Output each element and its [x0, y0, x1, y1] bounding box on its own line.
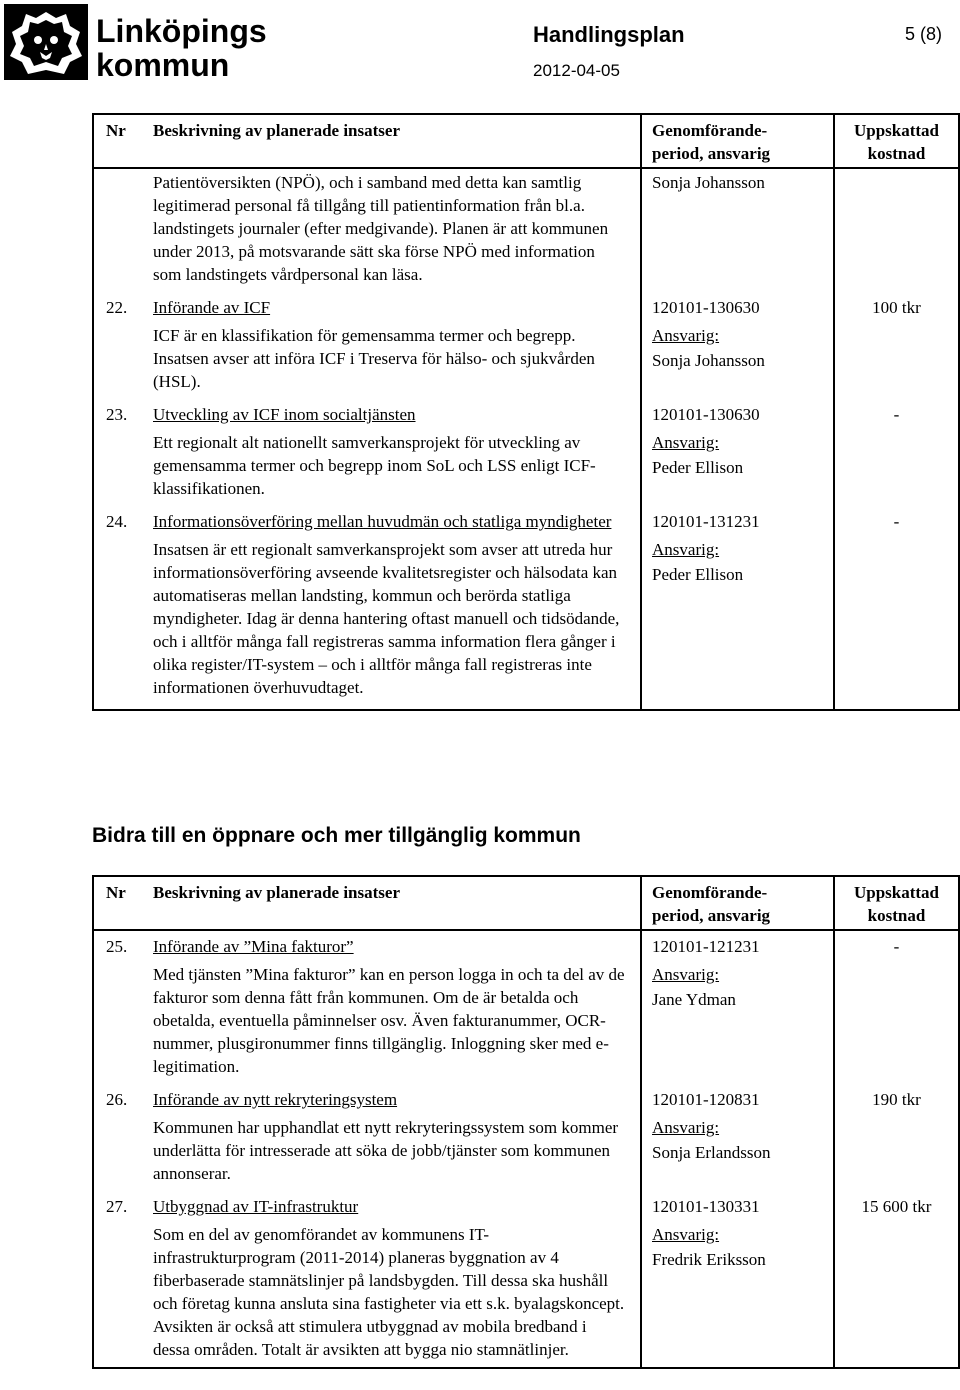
doc-title: Handlingsplan — [533, 22, 685, 47]
row-person: Sonja Johansson — [652, 351, 765, 370]
row-title: Införande av nytt rekryteringsystem — [153, 1090, 398, 1109]
row-period: 120101-121231 — [652, 937, 760, 956]
row-period: 120101-130331 — [652, 1197, 760, 1216]
table-row — [93, 296, 959, 403]
col-header-desc: Beskrivning av planerade insatser — [153, 883, 400, 902]
row-nr: 26. — [93, 1088, 153, 1195]
logo-line1: Linköpings — [96, 13, 267, 49]
table-row — [93, 168, 959, 296]
row-period: 120101-131231 — [652, 512, 760, 531]
action-table-1 — [92, 113, 960, 711]
col-header-cost — [834, 876, 959, 930]
col-header-desc: Beskrivning av planerade insatser — [153, 121, 400, 140]
row-desc: Ett regionalt alt nationellt samverkansprojekt för utveckling av gemensamma termer och begrepp inom SoL och LSS enligt ICF-klassifikationen. — [153, 433, 596, 498]
row-desc: Kommunen har upphandlat ett nytt rekryteringssystem som kommer underlätta för intresserade att söka de jobb/tjänster som kommunen annonserar. — [153, 1118, 619, 1183]
ansvarig-label: Ansvarig: — [652, 433, 720, 452]
col-header-nr: Nr — [93, 876, 153, 930]
ansvarig-label: Ansvarig: — [652, 1118, 720, 1137]
row-title: Utbyggnad av IT-infrastruktur — [153, 1197, 359, 1216]
section-heading: Bidra till en öppnare och mer tillgänglig kommun — [92, 824, 581, 847]
logo-text — [96, 14, 267, 82]
row-period: 120101-130630 — [652, 405, 760, 424]
col-header-nr: Nr — [93, 114, 153, 168]
row-desc: Med tjänsten ”Mina fakturor” kan en person logga in och ta del av de fakturor som denna fått från kommunen. Om de är betalda och obetalda, eventuella påminnelser osv. Även fakturanummer, OCR-nummer, plusgironummer finns tillgänglig. Inloggning sker med e-legitimation. — [153, 965, 625, 1076]
col-header-period — [641, 876, 834, 930]
row-person: Sonja Johansson — [652, 173, 765, 192]
row-nr: 22. — [93, 296, 153, 403]
row-desc: Patientöversikten (NPÖ), och i samband med detta kan samtlig legitimerad personal få tillgång till patientinformation från bl.a. landstingets journaler (efter medgivande). Planen är att kommunen under 2013, på motsvarande sätt ska förse NPÖ med information som landstingets vårdpersonal kan läsa. — [153, 173, 609, 284]
row-person: Sonja Erlandsson — [652, 1143, 771, 1162]
row-desc: Som en del av genomförandet av kommunens IT-infrastrukturprogram (2011-2014) planeras byggnation av 4 fiberbaserade stamnätslinjer på landsbygden. Till dessa ska hushåll och företag kunna ansluta sina fastigheter via ett s.k. byalagskoncept. Avsikten är också att stimulera utbyggnad av mobila bredband i dessa områden. Totalt är avsikten att bygga nio stamnätlinjer. — [153, 1225, 625, 1359]
logo-line2: kommun — [96, 47, 230, 83]
col-header-period — [641, 114, 834, 168]
row-cost: - — [834, 930, 959, 1088]
table-header-row — [93, 114, 959, 168]
ansvarig-label: Ansvarig: — [652, 965, 720, 984]
row-cost: 15 600 tkr — [834, 1195, 959, 1368]
row-title: Införande av ”Mina fakturor” — [153, 937, 354, 956]
table-row — [93, 510, 959, 710]
action-table-2 — [92, 875, 960, 1369]
row-desc: Insatsen är ett regionalt samverkansprojekt som avser att utreda hur informationsöverföring avseende kvalitetsregister och hälsodata kan automatiseras mellan landsting, kommun och berörda statliga myndigheter. Idag är denna hantering oftast manuell och tidsödande, och i alltför många fall registreras samma information flera gånger i olika register/IT-system – och i alltför många fall registreras inte informationen överhuvudtaget. — [153, 540, 620, 697]
row-cost: - — [834, 510, 959, 710]
row-period: 120101-130630 — [652, 298, 760, 317]
doc-date: 2012-04-05 — [533, 61, 620, 80]
col-header-cost-line1: Uppskattad — [853, 883, 940, 902]
row-desc: ICF är en klassifikation för gemensamma termer och begrepp. Insatsen avser att införa ICF i Treserva för hälso- och sjukvården (HSL). — [153, 326, 595, 391]
row-person: Peder Ellison — [652, 565, 744, 584]
row-title: Införande av ICF — [153, 298, 271, 317]
table-row — [93, 403, 959, 510]
col-header-period-line1: Genomförande- — [652, 883, 768, 902]
col-header-period-line1: Genomförande- — [652, 121, 768, 140]
ansvarig-label: Ansvarig: — [652, 1225, 720, 1244]
row-person: Peder Ellison — [652, 458, 744, 477]
row-nr: 25. — [93, 930, 153, 1088]
col-header-cost-line1: Uppskattad — [853, 121, 940, 140]
row-period: 120101-120831 — [652, 1090, 760, 1109]
row-cost: 190 tkr — [834, 1088, 959, 1195]
table-row — [93, 1195, 959, 1368]
row-nr: 24. — [93, 510, 153, 710]
lion-logo — [4, 4, 88, 80]
ansvarig-label: Ansvarig: — [652, 540, 720, 559]
table-row — [93, 1088, 959, 1195]
col-header-cost-line2: kostnad — [867, 144, 926, 163]
col-header-period-line2: period, ansvarig — [652, 906, 771, 925]
row-person: Jane Ydman — [652, 990, 736, 1009]
page-number: 5 (8) — [905, 24, 943, 44]
row-nr: 27. — [93, 1195, 153, 1368]
row-title: Informationsöverföring mellan huvudmän och statliga myndigheter — [153, 512, 612, 531]
col-header-period-line2: period, ansvarig — [652, 144, 771, 163]
col-header-cost-line2: kostnad — [867, 906, 926, 925]
ansvarig-label: Ansvarig: — [652, 326, 720, 345]
row-person: Fredrik Eriksson — [652, 1250, 766, 1269]
row-cost: - — [834, 403, 959, 510]
table-row — [93, 930, 959, 1088]
row-cost: 100 tkr — [834, 296, 959, 403]
col-header-cost — [834, 114, 959, 168]
table-header-row — [93, 876, 959, 930]
row-nr: 23. — [93, 403, 153, 510]
row-title: Utveckling av ICF inom socialtjänsten — [153, 405, 416, 424]
